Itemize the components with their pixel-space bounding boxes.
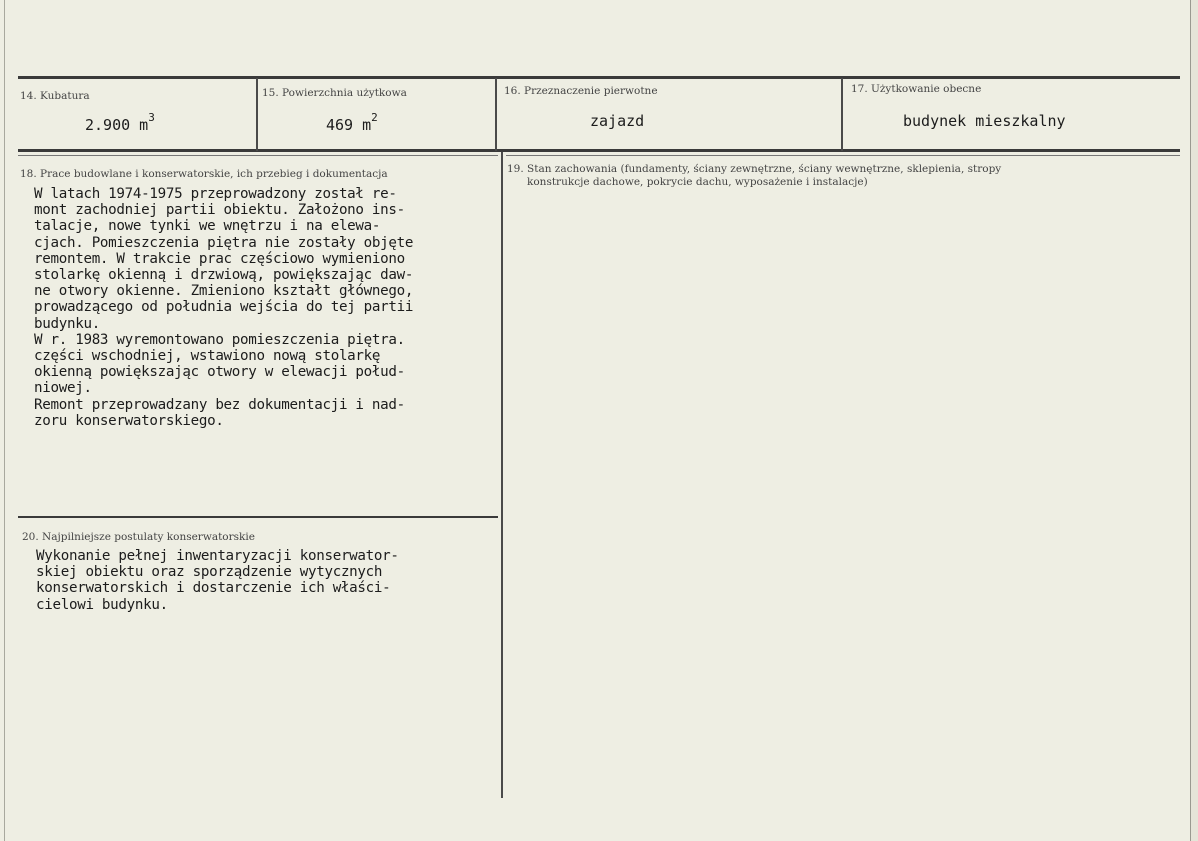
card-right-edge xyxy=(1190,0,1198,841)
top-rule xyxy=(18,76,1180,79)
row1-bottom-rule xyxy=(18,149,1180,152)
section18-top-rule xyxy=(18,155,498,156)
field-18-label: 18. Prace budowlane i konserwatorskie, ich przebieg i dokumentacja xyxy=(20,168,388,180)
divider-16-17 xyxy=(841,78,843,151)
field-16-value: zajazd xyxy=(590,112,645,130)
field-19-label-line1: 19. Stan zachowania (fundamenty, ściany zewnętrzne, ściany wewnętrzne, sklepienia, stropy xyxy=(507,163,1002,175)
field-19-label-line2: konstrukcje dachowe, pokrycie dachu, wyposażenie i instalacje) xyxy=(527,176,868,188)
divider-15-16 xyxy=(495,78,497,151)
section19-top-rule xyxy=(506,155,1180,156)
divider-14-15 xyxy=(256,78,258,151)
field-16-label: 16. Przeznaczenie pierwotne xyxy=(504,85,658,97)
field-20-text: Wykonanie pełnej inwentaryzacji konserwator- skiej obiektu oraz sporządzenie wytycznych konserwatorskich i dostarczenie ich właści- cielowi budynku. xyxy=(36,548,399,613)
field-17-value: budynek mieszkalny xyxy=(903,112,1066,130)
divider-left-right xyxy=(501,152,503,798)
field-15-value: 469 $m^2$ xyxy=(326,111,378,134)
field-15-label: 15. Powierzchnia użytkowa xyxy=(262,87,407,99)
field-20-label: 20. Najpilniejsze postulaty konserwatorskie xyxy=(22,531,255,543)
field-18-text: W latach 1974-1975 przeprowadzony został re- mont zachodniej partii obiektu. Założono ins- talacje, nowe tynki we wnętrzu i na elewa- cjach. Pomieszczenia piętra nie zostały objęte remontem. W trakcie prac częściowo wymieniono stolarkę okienną i drzwiową, powiększając daw- ne otwory okienne. Zmieniono kształt głównego, prowadzącego od południa wejścia do tej partii budynku. W r. 1983 wyremontowano pomieszczenia piętra. części wschodniej, wstawiono nową stolarkę okienną powiększając otwory w elewacji połud- niowej. Remont przeprowadzany bez dokumentacji i nad- zoru konserwatorskiego. xyxy=(34,186,414,429)
section20-top-rule xyxy=(18,516,498,518)
field-17-label: 17. Użytkowanie obecne xyxy=(851,83,982,95)
card-left-edge xyxy=(0,0,5,841)
field-14-value: 2.900 $m^3$ xyxy=(85,111,155,134)
field-14-label: 14. Kubatura xyxy=(20,90,90,102)
